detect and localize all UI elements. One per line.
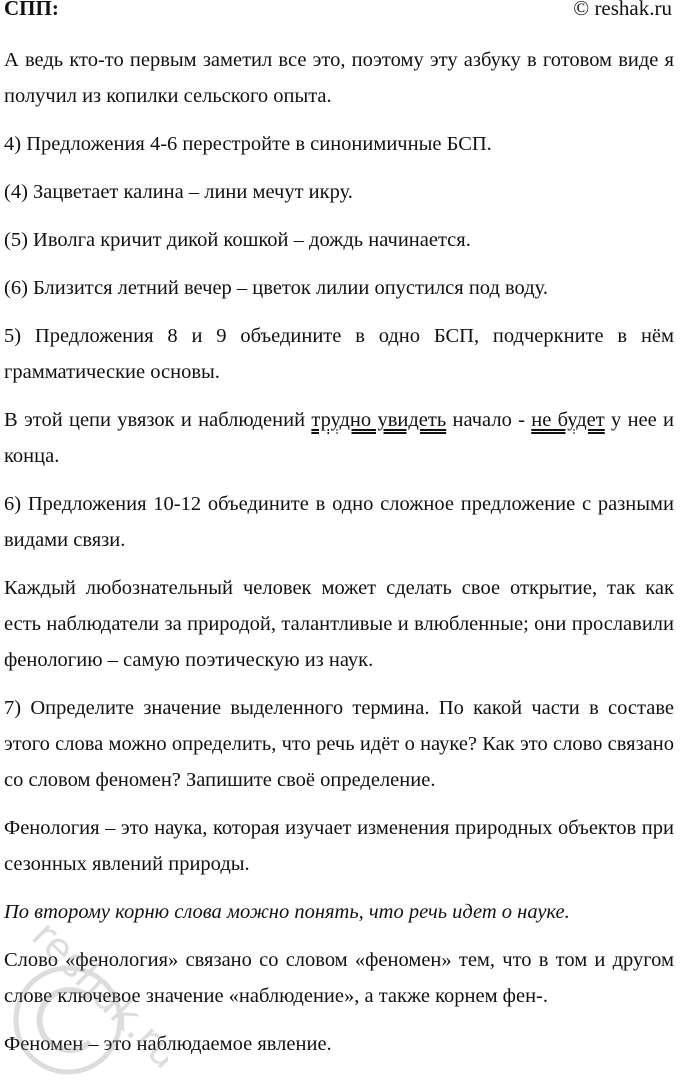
task-5-heading: 5) Предложения 8 и 9 объедините в одно БСП, подчеркните в нём грамматические основы. [4,325,674,383]
task-7-root-note: По второму корню слова можно понять, что речь идет о науке. [4,901,570,923]
task-4-heading: 4) Предложения 4-6 перестройте в синонимичные БСП. [4,133,492,155]
task-7-phenomenon-definition: Феномен – это наблюдаемое явление. [4,1033,332,1055]
watermark-text: reshak.ru [22,920,168,1078]
sentence-6: (6) Близится летний вечер – цветок лилии опустился под воду. [4,277,548,299]
task-7-definition: Фенология – это наука, которая изучает изменения природных объектов при сезонных явлений природы. [4,817,674,875]
page-header [4,0,672,26]
answer-text-part: начало - [446,409,532,431]
answer-text-part: В этой цепи увязок и наблюдений [4,409,312,431]
task-6-answer: Каждый любознательный человек может сделать свое открытие, так как есть наблюдатели за природой, талантливые и влюбленные; они прославили фенологию – самую поэтическую из наук. [4,577,674,671]
copyright-label: © reshak.ru [573,0,672,20]
task-5-answer [4,402,674,474]
document-body [4,42,674,1074]
grammatical-basis-1: трудно увидеть [311,409,447,431]
grammatical-basis-2: не будет [531,409,605,431]
sentence-5: (5) Иволга кричит дикой кошкой – дождь начинается. [4,229,471,251]
answer-text-part: у нее и конца. [4,409,674,467]
sentence-4: (4) Зацветает калина – лини мечут икру. [4,181,353,203]
paragraph-intro: А ведь кто-то первым заметил все это, поэтому эту азбуку в готовом виде я получил из копилки сельского опыта. [4,49,674,107]
task-7-relation: Слово «фенология» связано со словом «феномен» тем, что в том и другом слове ключевое значение «наблюдение», а также корнем фен-. [4,949,674,1007]
section-label: СПП: [4,0,59,20]
task-7-heading: 7) Определите значение выделенного термина. По какой части в составе этого слова можно определить, что речь идёт о науке? Как это слово связано со словом феномен? Запишите своё определение. [4,697,674,791]
task-6-heading: 6) Предложения 10-12 объедините в одно сложное предложение с разными видами связи. [4,493,674,551]
